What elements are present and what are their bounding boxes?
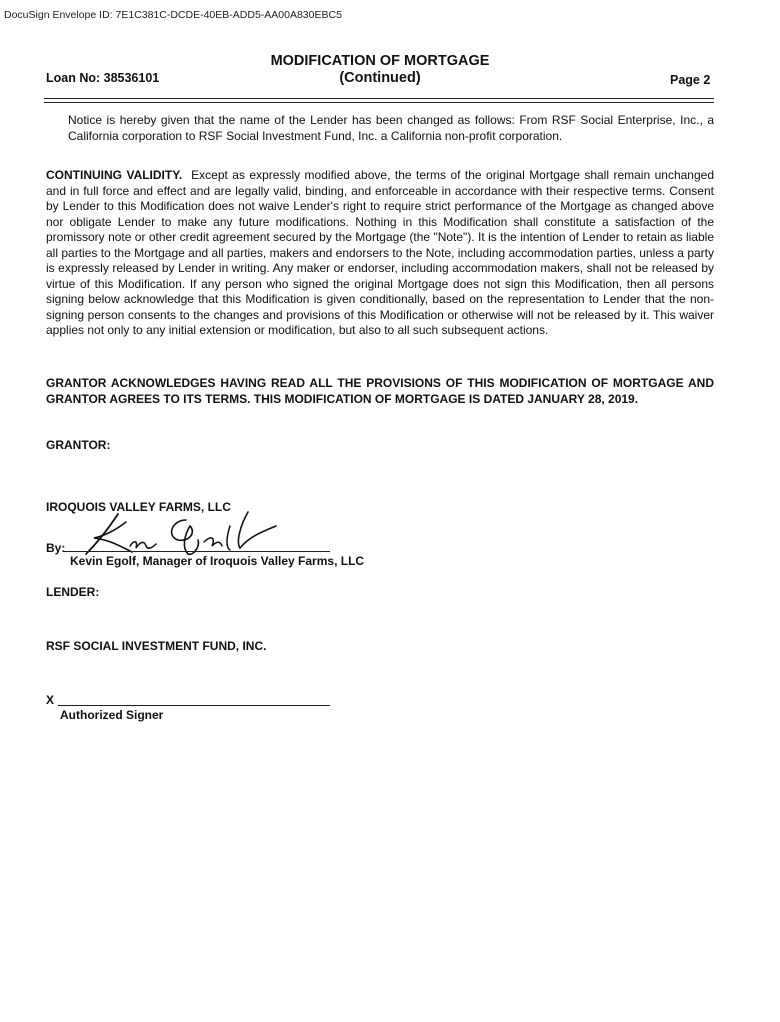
docusign-envelope-id: DocuSign Envelope ID: 7E1C381C-DCDE-40EB-ADD5-AA00A830EBC5: [4, 9, 342, 21]
header-rule-top: [44, 98, 714, 99]
grantor-entity: IROQUOIS VALLEY FARMS, LLC: [46, 500, 231, 514]
grantor-signature-line: [64, 551, 330, 552]
x-label: X: [46, 693, 55, 707]
grantor-signer-name: Kevin Egolf, Manager of Iroquois Valley Farms, LLC: [70, 554, 365, 568]
by-label: By:: [46, 541, 66, 555]
grantor-acknowledgment: GRANTOR ACKNOWLEDGES HAVING READ ALL THE PROVISIONS OF THIS MODIFICATION OF MORTGAGE AND GRANTOR AGREES TO ITS TERMS. THIS MODIFICATION OF MORTGAGE IS DATED JANUARY 28, 2019.: [46, 376, 714, 406]
lender-label: LENDER:: [46, 585, 100, 599]
continuing-validity-heading: CONTINUING VALIDITY.: [46, 168, 183, 182]
lender-name-change-notice: Notice is hereby given that the name of the Lender has been changed as follows: From RSF Social Enterprise, Inc., a California corporation to RSF Social Investment Fund, Inc. a California non-profit corporation.: [68, 113, 714, 143]
page-number: Page 2: [670, 73, 711, 87]
continuing-validity-paragraph: [46, 168, 714, 339]
document-subtitle: (Continued): [339, 70, 421, 86]
loan-number: Loan No: 38536101: [46, 71, 160, 85]
header-rule-bottom: [44, 102, 714, 103]
grantor-label: GRANTOR:: [46, 438, 111, 452]
document-title: MODIFICATION OF MORTGAGE: [270, 53, 490, 69]
continuing-validity-text: Except as expressly modified above, the terms of the original Mortgage shall remain unchanged and in full force and effect and are legally valid, binding, and enforceable in accordance with their respective terms. Consent by Lender to this Modification does not waive Lender's right to require strict performance of the Mortgage as changed above nor obligate Lender to make any future modifications. Nothing in this Modification shall constitute a satisfaction of the promissory note or other credit agreement secured by the Mortgage (the "Note"). It is the intention of Lender to retain as liable all parties to the Mortgage and all parties, makers and endorsers to the Note, including accommodation parties, unless a party is expressly released by Lender in writing. Any maker or endorser, including accommodation makers, shall not be released by virtue of this Modification. If any person who signed the original Mortgage does not sign this Modification, then all persons signing below acknowledge that this Modification is given conditionally, based on the representation to Lender that the non-signing person consents to the changes and provisions of this Modification or otherwise will not be released by it. This waiver applies not only to any initial extension or modification, but also to all such subsequent actions.: [46, 168, 714, 337]
lender-signature-line: [58, 705, 330, 706]
lender-entity: RSF SOCIAL INVESTMENT FUND, INC.: [46, 639, 267, 653]
authorized-signer-label: Authorized Signer: [60, 708, 164, 722]
